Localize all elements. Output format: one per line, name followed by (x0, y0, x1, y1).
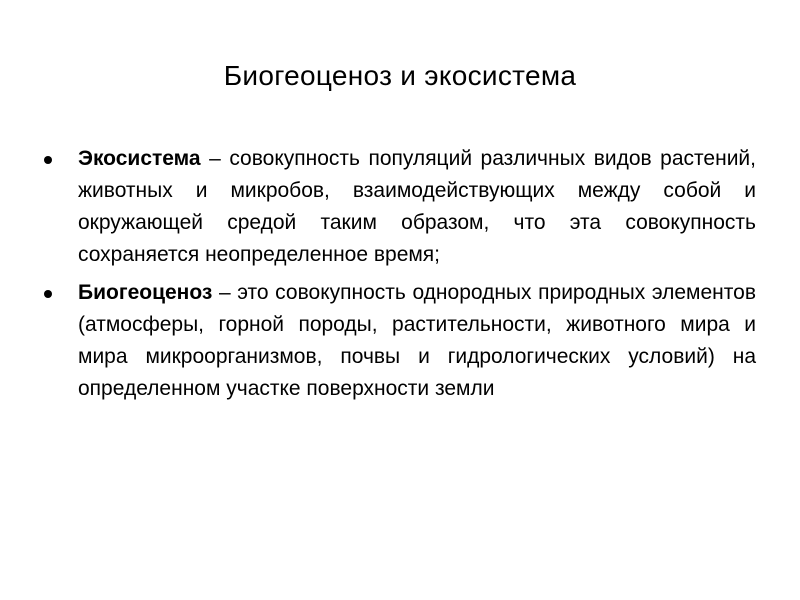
slide-title: Биогеоценоз и экосистема (223, 60, 577, 91)
bullet-list (44, 143, 756, 411)
bullet-term: Экосистема (78, 147, 201, 170)
bullet-dot-icon (44, 290, 52, 298)
bullet-item-ecosystem (44, 143, 756, 271)
bullet-dot-icon (44, 156, 52, 164)
bullet-item-biogeocenosis (44, 277, 756, 405)
bullet-text: – это совокупность однородных природных элементов (атмосферы, горной породы, растительности, животного мира и мира микроорганизмов, почвы и гидрологических условий) на определенном участке поверхности земли (78, 281, 756, 400)
bullet-term: Биогеоценоз (78, 281, 213, 304)
bullet-text: – совокупность популяций различных видов растений, животных и микробов, взаимодействующих между собой и окружающей средой таким образом, что эта совокупность сохраняется неопределенное время; (78, 147, 756, 266)
